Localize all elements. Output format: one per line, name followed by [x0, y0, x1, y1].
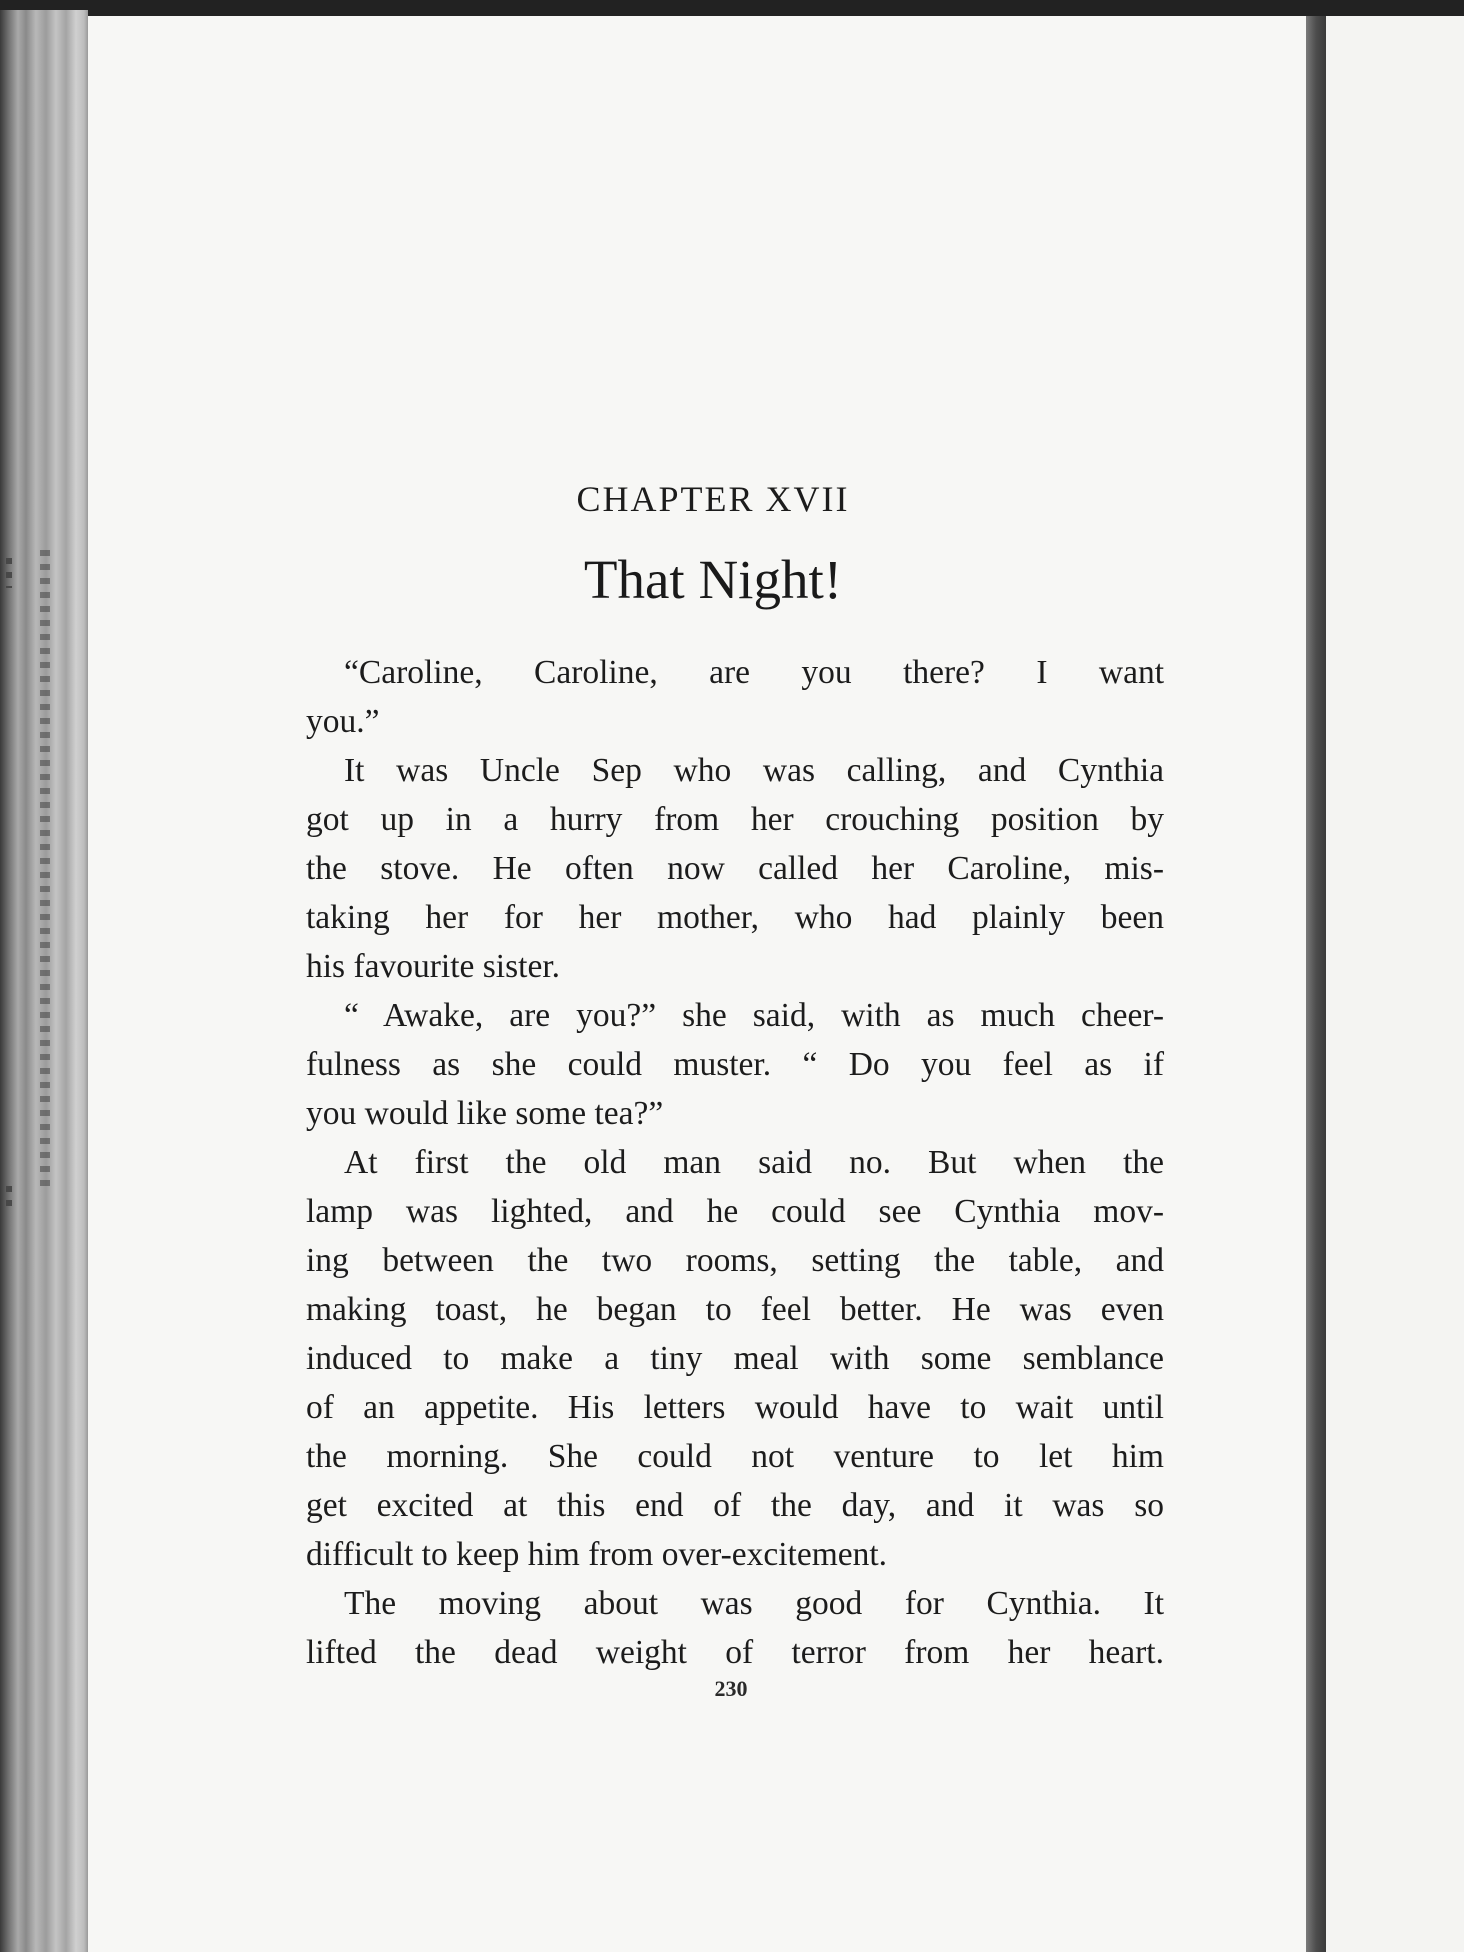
scan-top-edge	[0, 0, 1464, 16]
text-line: It was Uncle Sep who was calling, and Cynthia	[344, 752, 1164, 789]
text-line: his favourite sister.	[306, 948, 560, 985]
text-line: difficult to keep him from over-excitement.	[306, 1536, 888, 1573]
text-line: lamp was lighted, and he could see Cynthia mov-	[306, 1193, 1164, 1230]
text-line: “Caroline, Caroline, are you there? I want	[344, 654, 1164, 691]
page-number: 230	[714, 1676, 748, 1701]
text-line: lifted the dead weight of terror from her heart.	[306, 1634, 1164, 1671]
text-line: the stove. He often now called her Caroline, mis-	[306, 850, 1164, 887]
text-line: The moving about was good for Cynthia. It	[344, 1585, 1164, 1622]
text-line: get excited at this end of the day, and it was so	[306, 1487, 1164, 1524]
text-line: taking her for her mother, who had plainly been	[306, 899, 1164, 936]
text-line: making toast, he began to feel better. He was even	[306, 1291, 1164, 1328]
text-line: At first the old man said no. But when the	[344, 1144, 1164, 1181]
facing-page	[1326, 16, 1464, 1952]
text-line: “ Awake, are you?” she said, with as much cheer-	[344, 997, 1164, 1034]
stack-mark	[6, 558, 12, 588]
text-line: you would like some tea?”	[306, 1095, 664, 1132]
text-line: ing between the two rooms, setting the table, and	[306, 1242, 1164, 1279]
text-line: the morning. She could not venture to let him	[306, 1438, 1164, 1475]
chapter-heading: CHAPTER XVII	[576, 479, 850, 519]
text-line: of an appetite. His letters would have to wait until	[306, 1389, 1164, 1426]
book-gutter	[1306, 16, 1326, 1952]
text-line: you.”	[306, 703, 380, 740]
text-line: fulness as she could muster. “ Do you feel as if	[306, 1046, 1164, 1083]
body-text	[306, 648, 1164, 1677]
stack-mark	[6, 1186, 12, 1210]
stack-marks	[40, 550, 50, 1190]
page-stack-edge	[0, 10, 88, 1952]
text-line: got up in a hurry from her crouching position by	[306, 801, 1164, 838]
chapter-title: That Night!	[583, 549, 843, 610]
text-line: induced to make a tiny meal with some semblance	[306, 1340, 1164, 1377]
